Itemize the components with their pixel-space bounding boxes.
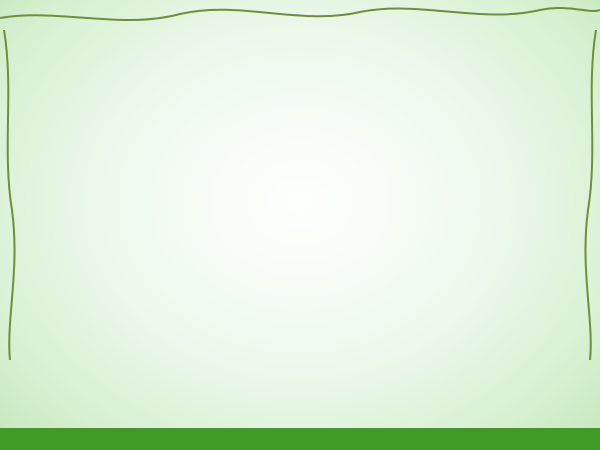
right-vine-decoration [570,30,600,360]
grass-decoration [0,388,600,450]
vine-decoration [0,0,600,80]
left-vine-decoration [0,30,30,360]
